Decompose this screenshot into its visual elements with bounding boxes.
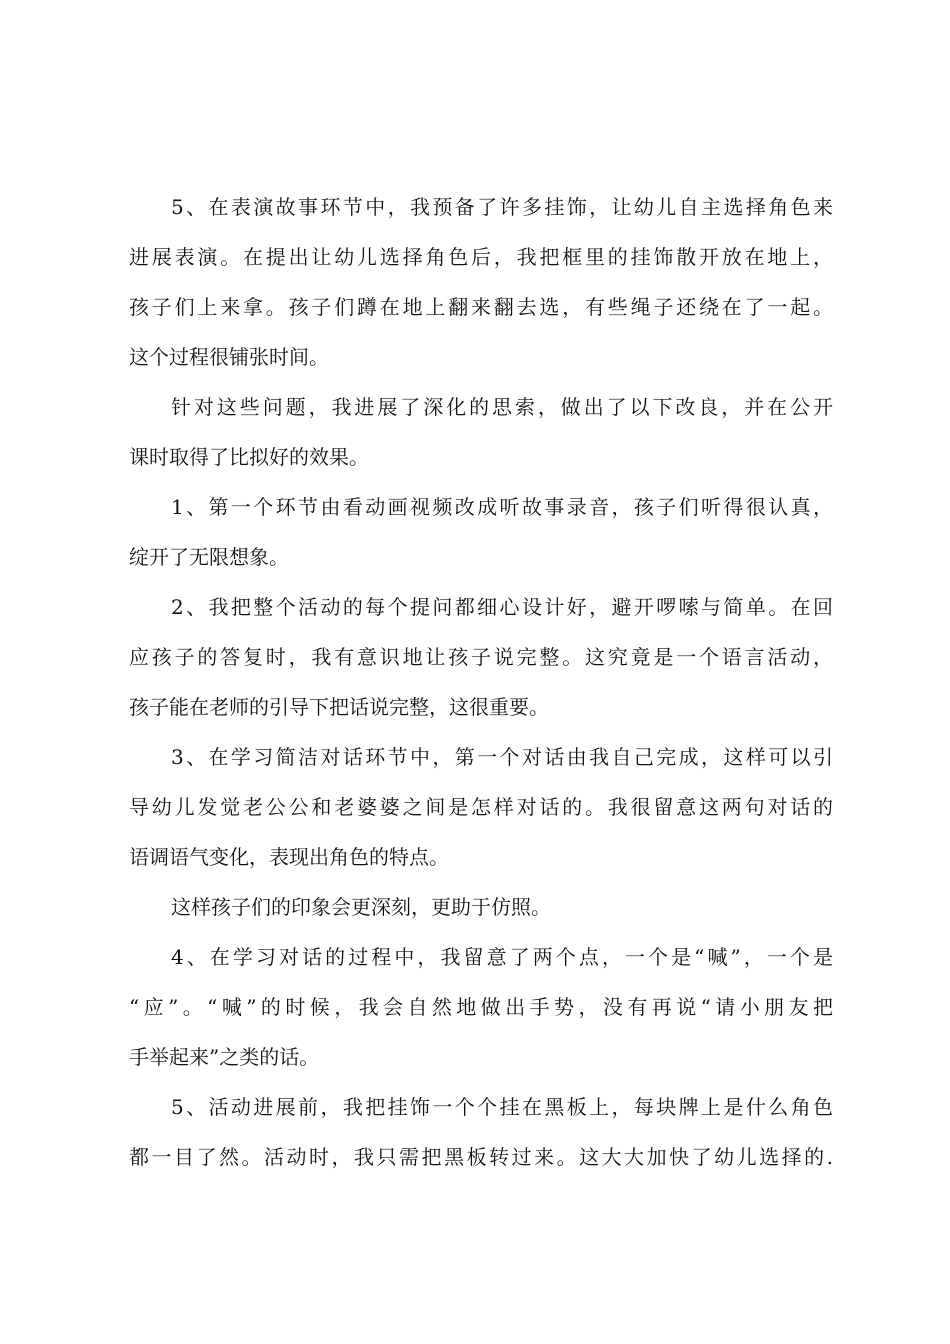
text-line: 这个过程很铺张时间。	[129, 345, 329, 369]
paragraph-one	[129, 482, 833, 582]
text-line: 3、在学习简洁对话环节中，第一个对话由我自己完成，这样可以引	[171, 745, 833, 769]
text-line: 进展表演。在提出让幼儿选择角色后，我把框里的挂饰散开放在地上，	[129, 245, 833, 269]
text-line: 绽开了无限想象。	[129, 545, 289, 569]
paragraph-five-first	[129, 182, 833, 382]
text-line: 孩子们上来拿。孩子们蹲在地上翻来翻去选，有些绳子还绕在了一起。	[129, 295, 833, 319]
text-line: 4、在学习对话的过程中，我留意了两个点，一个是“喊”，一个是	[171, 945, 833, 969]
text-line: 语调语气变化，表现出角色的特点。	[129, 845, 449, 869]
text-line: 手举起来”之类的话。	[129, 1045, 320, 1069]
text-line: 孩子能在老师的引导下把话说完整，这很重要。	[129, 695, 549, 719]
text-line: “应”。“喊”的时候，我会自然地做出手势，没有再说“请小朋友把	[129, 995, 833, 1019]
text-line: 导幼儿发觉老公公和老婆婆之间是怎样对话的。我很留意这两句对话的	[129, 795, 833, 819]
document-body	[129, 182, 833, 1182]
paragraph-five-second	[129, 1082, 833, 1182]
text-line: 课时取得了比拟好的效果。	[129, 445, 369, 469]
text-line: 针对这些问题，我进展了深化的思索，做出了以下改良，并在公开	[171, 395, 833, 419]
text-line: 5、在表演故事环节中，我预备了许多挂饰，让幼儿自主选择角色来	[171, 195, 833, 219]
paragraph-two	[129, 582, 833, 732]
text-line: 5、活动进展前，我把挂饰一个个挂在黑板上，每块牌上是什么角色	[171, 1095, 833, 1119]
text-line: 这样孩子们的印象会更深刻，更助于仿照。	[171, 895, 551, 919]
text-line: 1、第一个环节由看动画视频改成听故事录音，孩子们听得很认真，	[171, 495, 833, 519]
paragraph-three	[129, 732, 833, 882]
text-line: 都一目了然。活动时，我只需把黑板转过来。这大大加快了幼儿选择的.	[129, 1145, 833, 1169]
paragraph-intro	[129, 382, 833, 482]
paragraph-three-continued	[129, 882, 833, 932]
paragraph-four	[129, 932, 833, 1082]
text-line: 2、我把整个活动的每个提问都细心设计好，避开啰嗦与简单。在回	[171, 595, 833, 619]
text-line: 应孩子的答复时，我有意识地让孩子说完整。这究竟是一个语言活动，	[129, 645, 833, 669]
